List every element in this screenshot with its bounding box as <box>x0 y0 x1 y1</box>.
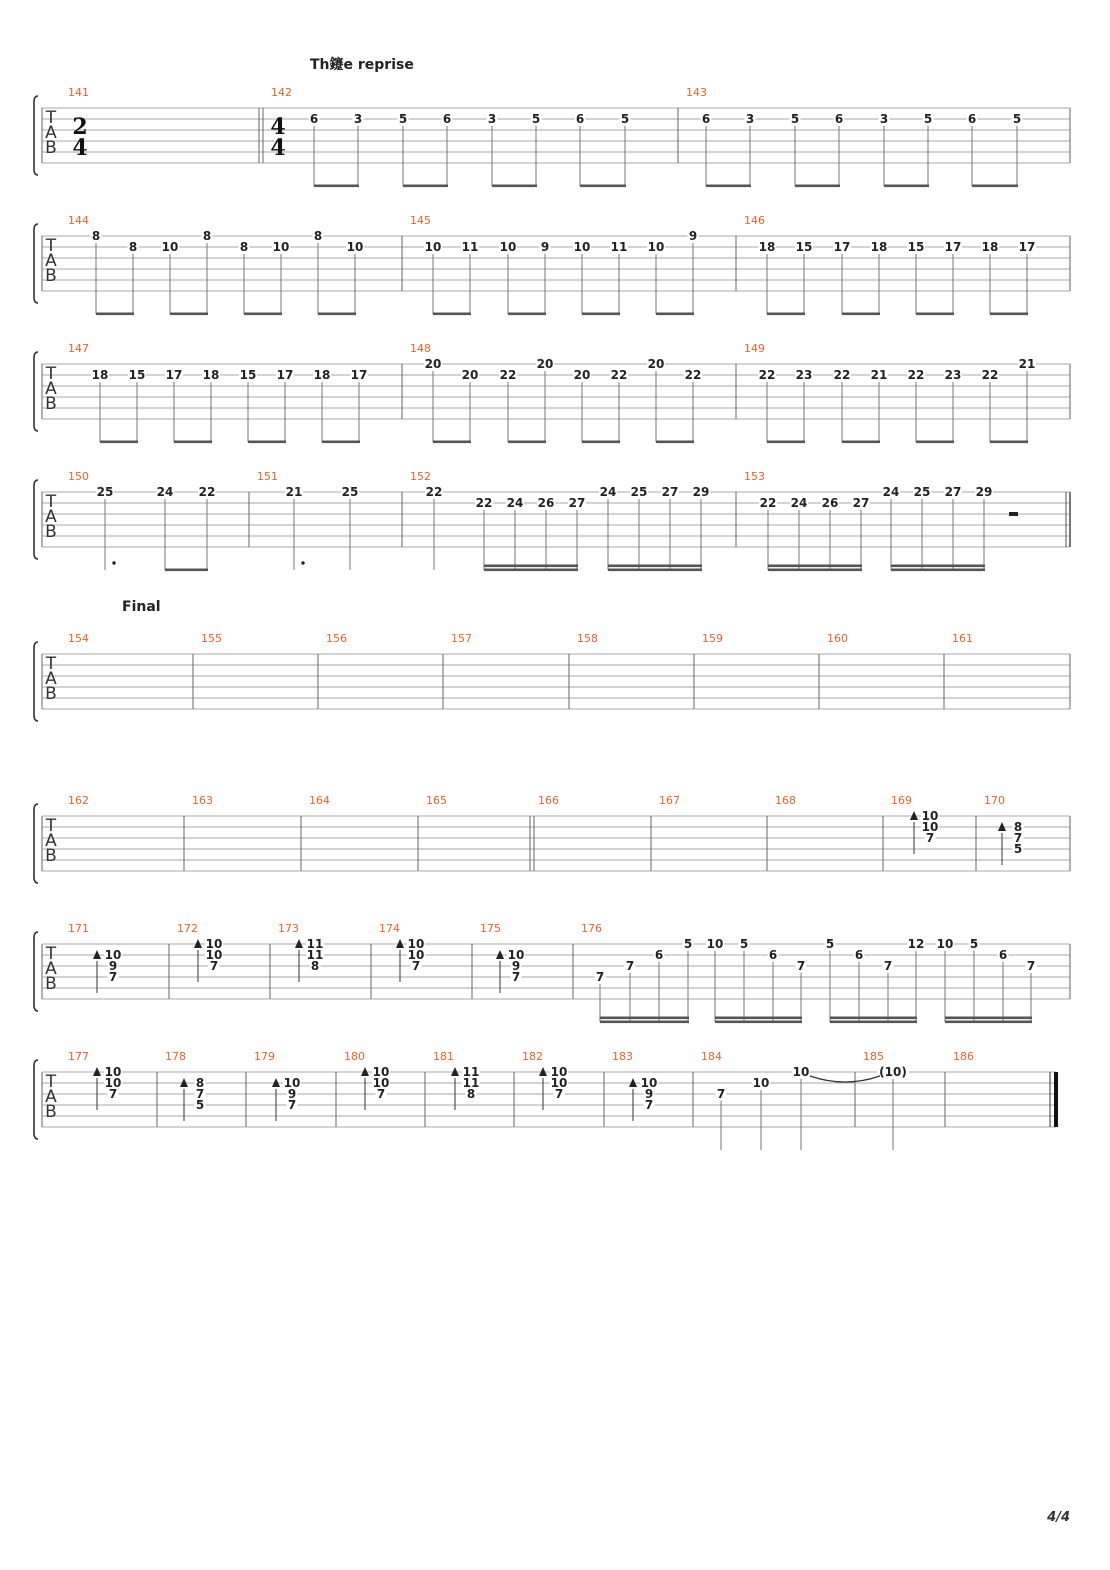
measure-number: 146 <box>744 214 765 227</box>
fret-number: 5 <box>790 112 800 126</box>
measure-number: 173 <box>278 922 299 935</box>
beam <box>403 185 448 188</box>
fret-number: 25 <box>630 485 648 499</box>
fret-number: 7 <box>411 959 421 973</box>
fret-number: 10 <box>647 240 665 254</box>
fret-number: 10 <box>346 240 364 254</box>
page-number: 4/4 <box>1047 1510 1070 1525</box>
fret-number: 17 <box>165 368 183 382</box>
fret-number: 10 <box>550 1076 568 1090</box>
beam <box>891 569 985 572</box>
measure-number: 186 <box>953 1050 974 1063</box>
beam <box>484 565 578 568</box>
tab-clef-letter: T <box>45 108 57 128</box>
system-bracket <box>34 224 38 303</box>
fret-number: 9 <box>644 1087 654 1101</box>
system-bracket <box>34 96 38 175</box>
fret-number: 9 <box>511 959 521 973</box>
fret-number: 10 <box>283 1076 301 1090</box>
system-bracket <box>34 804 38 883</box>
measure-number: 184 <box>701 1050 722 1063</box>
beam <box>170 313 208 316</box>
fret-number: 11 <box>462 1076 480 1090</box>
measure-number: 149 <box>744 342 765 355</box>
measure-number: 162 <box>68 794 89 807</box>
beam <box>768 565 862 568</box>
fret-number: 5 <box>969 937 979 951</box>
measure-number: 153 <box>744 470 765 483</box>
fret-number: 18 <box>758 240 776 254</box>
measure-number: 150 <box>68 470 89 483</box>
beam <box>174 441 212 444</box>
fret-number: 8 <box>202 229 212 243</box>
beam <box>945 1021 1032 1024</box>
fret-number: 7 <box>108 1087 118 1101</box>
fret-number: 7 <box>554 1087 564 1101</box>
fret-number: 11 <box>610 240 628 254</box>
beam <box>990 313 1028 316</box>
measure-number: 156 <box>326 632 347 645</box>
beam <box>433 441 471 444</box>
fret-number: 20 <box>461 368 479 382</box>
fret-number: 15 <box>128 368 146 382</box>
beam <box>884 185 929 188</box>
measure-number: 168 <box>775 794 796 807</box>
fret-number: 17 <box>350 368 368 382</box>
beam <box>244 313 282 316</box>
system-bracket <box>34 352 38 431</box>
beam <box>715 1017 802 1020</box>
fret-number: 8 <box>1013 820 1023 834</box>
beam <box>492 185 537 188</box>
measure-number: 167 <box>659 794 680 807</box>
fret-number: 15 <box>795 240 813 254</box>
tab-clef-letter: T <box>45 654 57 674</box>
fret-number: 6 <box>309 112 319 126</box>
fret-number: 21 <box>870 368 888 382</box>
tab-clef-letter: A <box>45 831 57 851</box>
fret-number: 10 <box>752 1076 770 1090</box>
fret-number: 10 <box>573 240 591 254</box>
fret-number: 10 <box>706 937 724 951</box>
tab-clef-letter: A <box>45 959 57 979</box>
fret-number: 10 <box>407 948 425 962</box>
beam <box>318 313 356 316</box>
fret-number: 10 <box>372 1065 390 1079</box>
fret-number: 8 <box>239 240 249 254</box>
fret-number: 24 <box>790 496 808 510</box>
measure-number: 165 <box>426 794 447 807</box>
beam <box>842 441 880 444</box>
beam <box>945 1017 1032 1020</box>
fret-number: 25 <box>96 485 114 499</box>
fret-number: 7 <box>511 970 521 984</box>
fret-number: 9 <box>688 229 698 243</box>
fret-number: 6 <box>575 112 585 126</box>
fret-number: 17 <box>944 240 962 254</box>
fret-number: 25 <box>913 485 931 499</box>
beam <box>706 185 751 188</box>
fret-number: 29 <box>692 485 710 499</box>
fret-number: 22 <box>907 368 925 382</box>
fret-number: 7 <box>716 1087 726 1101</box>
fret-number: 10 <box>205 948 223 962</box>
fret-number: 29 <box>975 485 993 499</box>
fret-number: 11 <box>461 240 479 254</box>
beam <box>248 441 286 444</box>
fret-number: 10 <box>921 809 939 823</box>
beam <box>767 313 805 316</box>
measure-number: 175 <box>480 922 501 935</box>
beam <box>608 565 702 568</box>
fret-number: 8 <box>195 1076 205 1090</box>
tab-clef-letter: T <box>45 1072 57 1092</box>
fret-number: 7 <box>108 970 118 984</box>
fret-number: 5 <box>398 112 408 126</box>
fret-number: 8 <box>310 959 320 973</box>
fret-number: 9 <box>287 1087 297 1101</box>
system-bracket <box>34 1060 38 1139</box>
measure-number: 176 <box>581 922 602 935</box>
tie-arc <box>810 1076 880 1082</box>
fret-number: 5 <box>531 112 541 126</box>
final-bar-thick <box>1054 1072 1058 1127</box>
system-bracket <box>34 932 38 1011</box>
measure-number: 164 <box>309 794 330 807</box>
measure-number: 148 <box>410 342 431 355</box>
fret-number: 8 <box>91 229 101 243</box>
beam <box>972 185 1018 188</box>
system-bracket <box>34 642 38 721</box>
system-6 <box>34 804 1070 883</box>
measure-number: 163 <box>192 794 213 807</box>
dot-augmentation <box>301 561 304 564</box>
measure-number: 158 <box>577 632 598 645</box>
measure-number: 155 <box>201 632 222 645</box>
fret-number: 10 <box>424 240 442 254</box>
fret-number: 21 <box>285 485 303 499</box>
fret-number: 7 <box>883 959 893 973</box>
fret-number: 10 <box>499 240 517 254</box>
tab-clef-letter: B <box>45 266 57 286</box>
fret-number: 5 <box>620 112 630 126</box>
measure-number: 161 <box>952 632 973 645</box>
fret-number: 10 <box>507 948 525 962</box>
fret-number: 7 <box>376 1087 386 1101</box>
measure-number: 172 <box>177 922 198 935</box>
fret-number: 12 <box>907 937 925 951</box>
measure-number: 177 <box>68 1050 89 1063</box>
measure-number: 178 <box>165 1050 186 1063</box>
beam <box>600 1017 689 1020</box>
time-signature-bottom: 4 <box>270 135 286 161</box>
fret-number: 18 <box>202 368 220 382</box>
section-title-final: Final <box>122 599 161 615</box>
measure-number: 159 <box>702 632 723 645</box>
beam <box>795 185 840 188</box>
fret-number: 24 <box>506 496 524 510</box>
beam <box>768 569 862 572</box>
fret-number: 10 <box>550 1065 568 1079</box>
fret-number: 11 <box>306 948 324 962</box>
measure-number: 180 <box>344 1050 365 1063</box>
beam <box>916 441 954 444</box>
beam <box>990 441 1028 444</box>
fret-number: 6 <box>768 948 778 962</box>
fret-number: (10) <box>879 1065 907 1079</box>
time-signature-bottom: 4 <box>72 135 88 161</box>
beam <box>842 313 880 316</box>
beam <box>508 441 546 444</box>
tab-clef-letter: A <box>45 379 57 399</box>
fret-number: 9 <box>108 959 118 973</box>
tab-clef-letter: B <box>45 522 57 542</box>
measure-number: 147 <box>68 342 89 355</box>
fret-number: 22 <box>499 368 517 382</box>
fret-number: 5 <box>825 937 835 951</box>
fret-number: 26 <box>821 496 839 510</box>
fret-number: 9 <box>540 240 550 254</box>
fret-number: 5 <box>739 937 749 951</box>
beam <box>830 1021 917 1024</box>
time-signature-top: 2 <box>72 114 88 140</box>
fret-number: 5 <box>1012 112 1022 126</box>
beam <box>96 313 134 316</box>
measure-number: 182 <box>522 1050 543 1063</box>
fret-number: 22 <box>198 485 216 499</box>
fret-number: 3 <box>745 112 755 126</box>
measure-number: 179 <box>254 1050 275 1063</box>
fret-number: 20 <box>573 368 591 382</box>
beam <box>582 313 620 316</box>
dot-augmentation <box>112 561 115 564</box>
fret-number: 11 <box>462 1065 480 1079</box>
fret-number: 5 <box>1013 842 1023 856</box>
measure-number: 160 <box>827 632 848 645</box>
fret-number: 5 <box>195 1098 205 1112</box>
measure-number: 151 <box>257 470 278 483</box>
fret-number: 7 <box>1026 959 1036 973</box>
fret-number: 15 <box>907 240 925 254</box>
measure-number: 143 <box>686 86 707 99</box>
fret-number: 6 <box>998 948 1008 962</box>
measure-number: 157 <box>451 632 472 645</box>
system-bracket <box>34 480 38 559</box>
system-2 <box>34 224 1070 314</box>
fret-number: 10 <box>161 240 179 254</box>
fret-number: 6 <box>654 948 664 962</box>
fret-number: 22 <box>610 368 628 382</box>
fret-number: 6 <box>854 948 864 962</box>
beam <box>100 441 138 444</box>
fret-number: 7 <box>644 1098 654 1112</box>
measure-number: 152 <box>410 470 431 483</box>
fret-number: 26 <box>537 496 555 510</box>
fret-number: 20 <box>424 357 442 371</box>
fret-number: 25 <box>341 485 359 499</box>
fret-number: 18 <box>313 368 331 382</box>
fret-number: 3 <box>879 112 889 126</box>
beam <box>656 313 694 316</box>
fret-number: 24 <box>882 485 900 499</box>
fret-number: 10 <box>407 937 425 951</box>
measure-number: 185 <box>863 1050 884 1063</box>
measure-number: 170 <box>984 794 1005 807</box>
section-title-theme-reprise: Th鑳e reprise <box>310 57 414 73</box>
fret-number: 10 <box>640 1076 658 1090</box>
fret-number: 20 <box>536 357 554 371</box>
fret-number: 6 <box>834 112 844 126</box>
fret-number: 17 <box>1018 240 1036 254</box>
tab-clef-letter: T <box>45 364 57 384</box>
fret-number: 27 <box>852 496 870 510</box>
system-1 <box>34 96 1070 186</box>
fret-number: 11 <box>306 937 324 951</box>
tab-clef-letter: B <box>45 138 57 158</box>
fret-number: 27 <box>661 485 679 499</box>
fret-number: 10 <box>205 937 223 951</box>
tab-clef-letter: T <box>45 944 57 964</box>
fret-number: 7 <box>925 831 935 845</box>
beam <box>608 569 702 572</box>
fret-number: 17 <box>276 368 294 382</box>
tab-clef-letter: B <box>45 1102 57 1122</box>
tab-clef-letter: A <box>45 123 57 143</box>
fret-number: 27 <box>944 485 962 499</box>
beam <box>715 1021 802 1024</box>
tab-clef-letter: A <box>45 1087 57 1107</box>
fret-number: 18 <box>870 240 888 254</box>
tab-clef-letter: B <box>45 394 57 414</box>
measure-number: 181 <box>433 1050 454 1063</box>
beam <box>600 1021 689 1024</box>
half-rest-icon <box>1009 512 1018 516</box>
fret-number: 10 <box>104 1076 122 1090</box>
tab-clef-letter: A <box>45 251 57 271</box>
beam <box>433 313 471 316</box>
measure-number: 144 <box>68 214 89 227</box>
fret-number: 10 <box>372 1076 390 1090</box>
fret-number: 7 <box>209 959 219 973</box>
measure-number: 154 <box>68 632 89 645</box>
beam <box>484 569 578 572</box>
fret-number: 10 <box>936 937 954 951</box>
fret-number: 15 <box>239 368 257 382</box>
measure-number: 183 <box>612 1050 633 1063</box>
fret-number: 3 <box>487 112 497 126</box>
fret-number: 24 <box>156 485 174 499</box>
fret-number: 10 <box>104 948 122 962</box>
beam <box>508 313 546 316</box>
fret-number: 8 <box>313 229 323 243</box>
fret-number: 18 <box>981 240 999 254</box>
tab-clef-letter: A <box>45 507 57 527</box>
fret-number: 3 <box>353 112 363 126</box>
beam <box>582 441 620 444</box>
time-signature-top: 4 <box>270 114 286 140</box>
fret-number: 18 <box>91 368 109 382</box>
fret-number: 22 <box>475 496 493 510</box>
beam <box>656 441 694 444</box>
fret-number: 7 <box>595 970 605 984</box>
fret-number: 10 <box>921 820 939 834</box>
beam <box>916 313 954 316</box>
fret-number: 22 <box>425 485 443 499</box>
fret-number: 22 <box>758 368 776 382</box>
fret-number: 5 <box>923 112 933 126</box>
fret-number: 10 <box>104 1065 122 1079</box>
fret-number: 6 <box>442 112 452 126</box>
fret-number: 7 <box>1013 831 1023 845</box>
fret-number: 24 <box>599 485 617 499</box>
fret-number: 6 <box>701 112 711 126</box>
fret-number: 17 <box>833 240 851 254</box>
beam <box>165 569 208 572</box>
fret-number: 8 <box>466 1087 476 1101</box>
measure-number: 145 <box>410 214 431 227</box>
fret-number: 7 <box>287 1098 297 1112</box>
tab-clef-letter: B <box>45 846 57 866</box>
beam <box>580 185 626 188</box>
fret-number: 22 <box>833 368 851 382</box>
tab-clef-letter: B <box>45 974 57 994</box>
measure-number: 174 <box>379 922 400 935</box>
fret-number: 22 <box>684 368 702 382</box>
tab-clef-letter: T <box>45 236 57 256</box>
measure-number: 141 <box>68 86 89 99</box>
fret-number: 22 <box>981 368 999 382</box>
tab-clef-letter: A <box>45 669 57 689</box>
tab-clef-letter: T <box>45 816 57 836</box>
measure-number: 166 <box>538 794 559 807</box>
tab-clef-letter: T <box>45 492 57 512</box>
fret-number: 23 <box>795 368 813 382</box>
tab-clef-letter: B <box>45 684 57 704</box>
fret-number: 20 <box>647 357 665 371</box>
fret-number: 27 <box>568 496 586 510</box>
fret-number: 5 <box>683 937 693 951</box>
beam <box>767 441 805 444</box>
fret-number: 10 <box>272 240 290 254</box>
fret-number: 7 <box>625 959 635 973</box>
fret-number: 7 <box>796 959 806 973</box>
beam <box>322 441 360 444</box>
fret-number: 22 <box>759 496 777 510</box>
beam <box>314 185 359 188</box>
fret-number: 23 <box>944 368 962 382</box>
fret-number: 8 <box>128 240 138 254</box>
measure-number: 142 <box>271 86 292 99</box>
fret-number: 10 <box>792 1065 810 1079</box>
fret-number: 21 <box>1018 357 1036 371</box>
fret-number: 7 <box>195 1087 205 1101</box>
measure-number: 171 <box>68 922 89 935</box>
measure-number: 169 <box>891 794 912 807</box>
system-5 <box>34 642 1070 721</box>
beam <box>891 565 985 568</box>
fret-number: 6 <box>967 112 977 126</box>
beam <box>830 1017 917 1020</box>
